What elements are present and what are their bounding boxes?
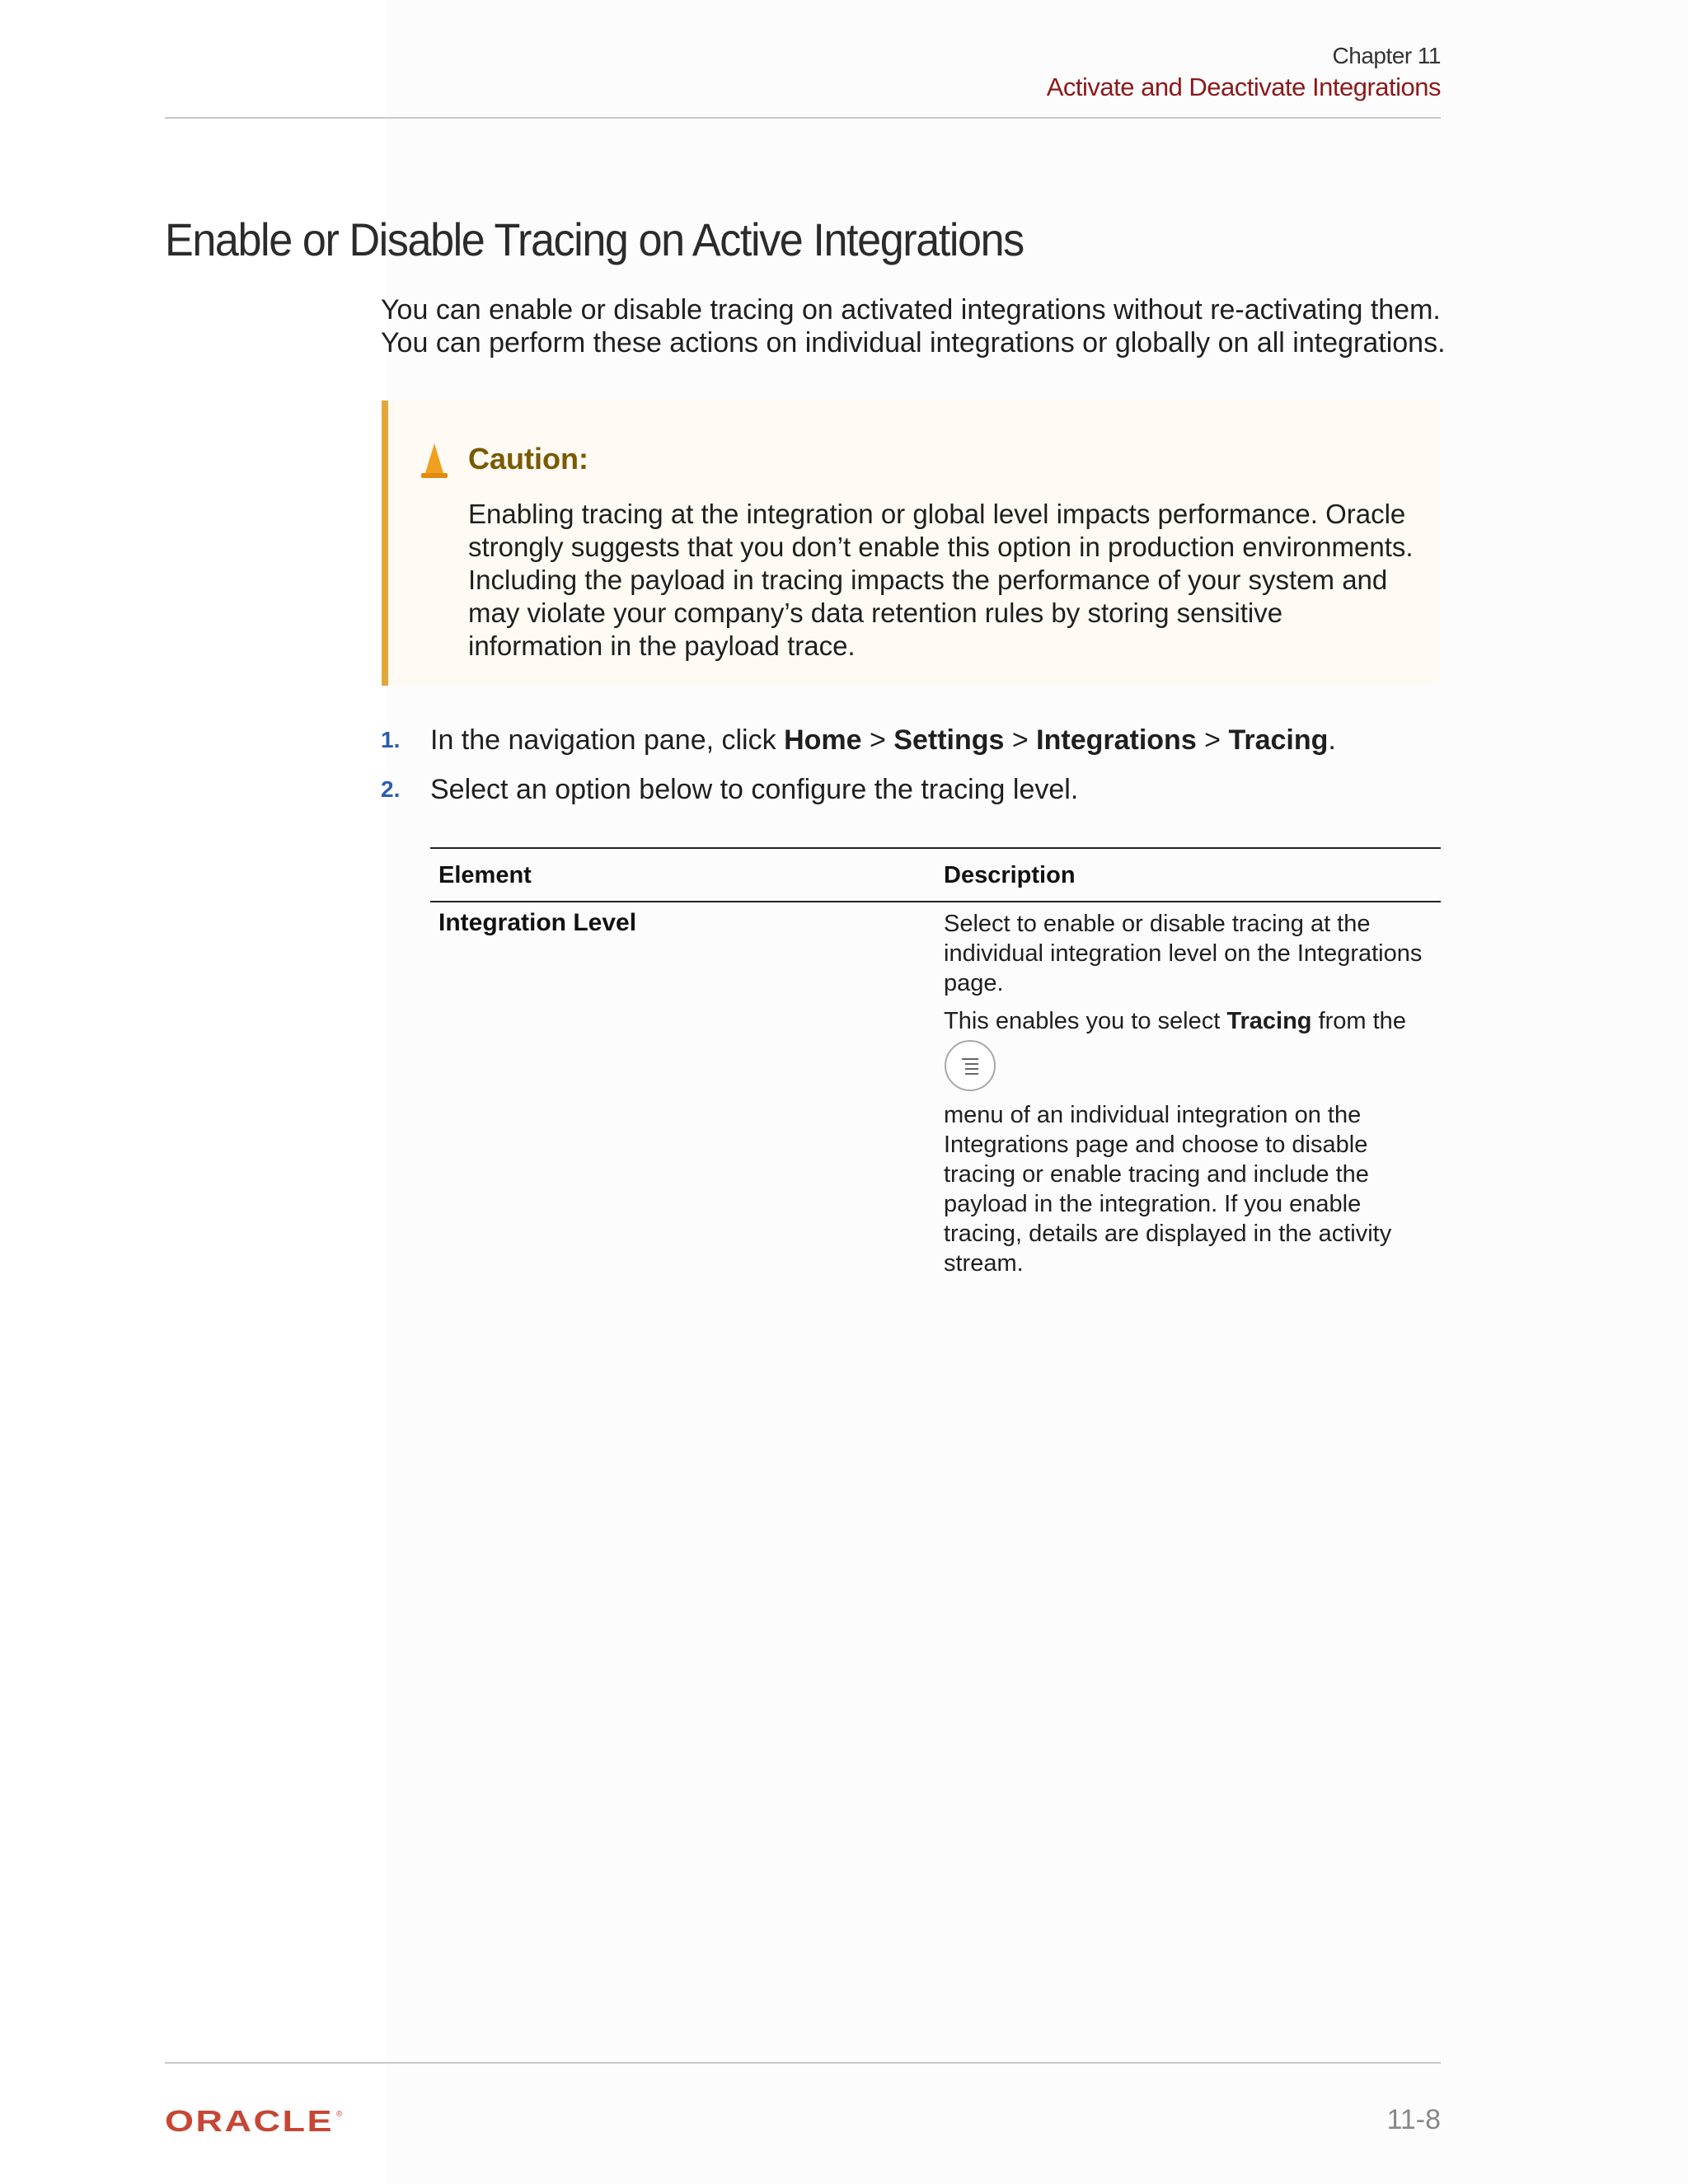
step-text-suffix: . [1328,724,1336,756]
procedure-steps [381,720,1452,819]
nav-settings: Settings [893,724,1005,756]
row-description [944,909,1438,1286]
running-header-section: Activate and Deactivate Integrations [1046,73,1441,101]
svg-text:®: ® [336,2110,343,2119]
description-para-2 [944,1006,1438,1036]
caution-accent-bar [382,401,388,686]
step-text-prefix: In the navigation pane, click [430,724,785,756]
page-title: Enable or Disable Tracing on Active Integrations [165,213,1024,265]
caution-text: Enabling tracing at the integration or global level impacts performance. Oracle strongly suggests that you don’t enable this option in production environments. Including the payload in tracing impacts the performance of your system and may violate your company’s data retention rules by storing sensitive information in the payload trace. [468,499,1414,661]
step-text: Select an option below to configure the tracing level. [430,774,1079,805]
intro-line-1: You can enable or disable tracing on activated integrations without re-activating them. [381,294,1441,326]
column-header-element: Element [438,862,532,888]
tracing-term: Tracing [1226,1008,1312,1034]
caution-label: Caution: [468,442,588,476]
hamburger-menu-icon [944,1039,996,1092]
description-para-1: Select to enable or disable tracing at the individual integration level on the Integrations page. [944,911,1423,996]
header-divider [165,117,1441,119]
row-element: Integration Level [438,909,637,936]
table-header-rule [430,901,1441,902]
step-text [430,720,1336,760]
step-2 [381,770,1452,819]
nav-separator: > [1196,724,1229,756]
nav-home: Home [784,724,862,756]
description-para-2-prefix: This enables you to select [944,1008,1227,1034]
nav-tracing: Tracing [1228,724,1329,756]
step-1 [381,720,1452,770]
oracle-logo-text: ORACLE [165,2107,334,2135]
caution-box [382,401,1439,686]
warning-cone-icon [419,442,450,480]
column-header-description: Description [944,862,1076,888]
step-number: 1. [381,727,401,752]
description-para-3: menu of an individual integration on the Integrations page and choose to disable tracing or enable tracing and include the payload in the integration. If you enable tracing, details are displayed in the activity stream. [944,1102,1392,1277]
intro-line-2: You can perform these actions on individual integrations or globally on all integrations. [381,327,1446,359]
nav-integrations: Integrations [1036,724,1197,756]
page-number: 11-8 [1386,2104,1441,2135]
intro-paragraph [381,293,1452,359]
footer-divider [165,2062,1441,2064]
nav-separator: > [861,724,894,756]
step-number: 2. [381,776,401,802]
nav-separator: > [1004,724,1037,756]
running-header-chapter: Chapter 11 [1332,43,1441,68]
oracle-logo [165,2107,348,2135]
description-para-2-suffix: from the [1311,1008,1406,1034]
table-top-rule [430,847,1441,849]
